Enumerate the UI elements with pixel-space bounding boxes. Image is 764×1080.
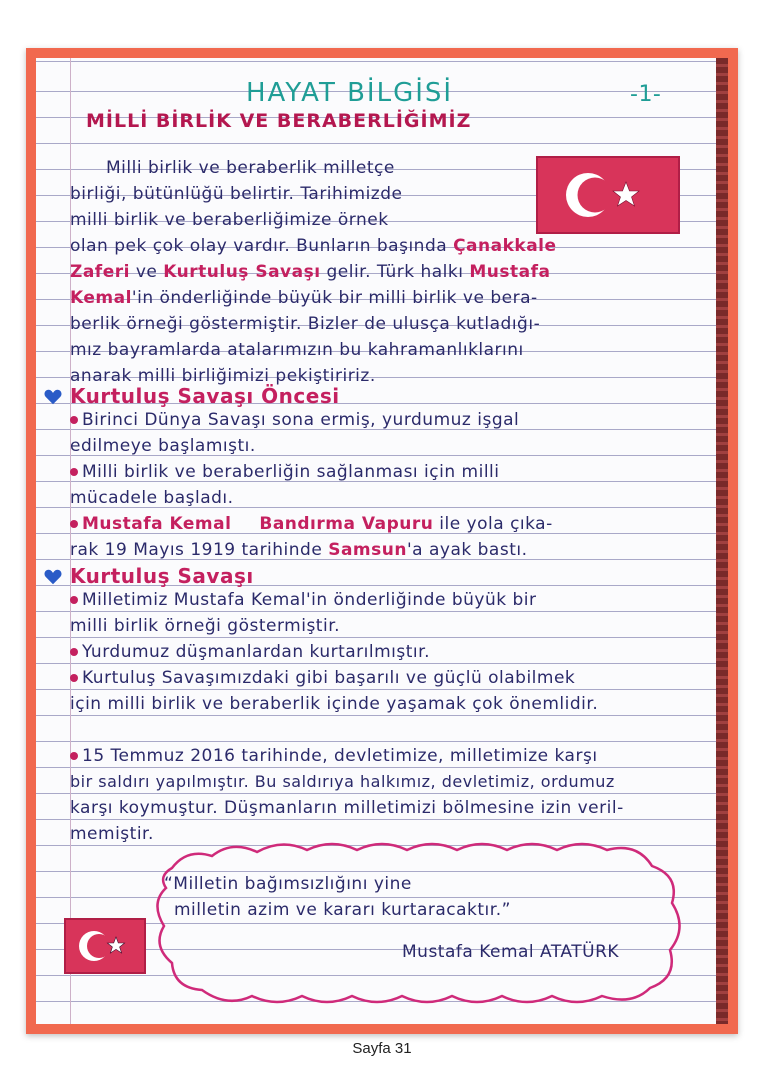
- section1-bullet3-line1: [70, 514, 553, 534]
- section1-bullet3-line2-b: 'a ayak bastı.: [406, 540, 528, 560]
- section2-bullet2: [70, 642, 430, 662]
- bullet-icon: [70, 648, 78, 656]
- section2-bullet3-text: Kurtuluş Savaşımızdaki gibi başarılı ve güçlü olabilmek: [82, 668, 576, 688]
- bullet-icon: [70, 674, 78, 682]
- highlight-canakkale: Çanakkale: [453, 236, 557, 256]
- notebook-binding: [716, 58, 728, 1024]
- section1-bullet1-text: Birinci Dünya Savaşı sona ermiş, yurdumuz işgal: [82, 410, 520, 430]
- intro-line-3: milli birlik ve beraberliğimize örnek: [70, 210, 389, 230]
- intro-line-8: mız bayramlarda atalarımızın bu kahramanlıklarını: [70, 340, 524, 360]
- blue-heart-icon: [44, 388, 62, 406]
- section2-bullet2-text: Yurdumuz düşmanlardan kurtarılmıştır.: [82, 642, 430, 662]
- highlight-mustafa: Mustafa: [469, 262, 551, 282]
- section2-bullet1-line1: [70, 590, 536, 610]
- section3-line4: memiştir.: [70, 824, 154, 844]
- highlight-samsun: Samsun: [328, 540, 407, 560]
- intro-line-5-b: gelir. Türk halkı: [326, 262, 464, 282]
- quote-line-1: “Milletin bağımsızlığını yine: [164, 874, 412, 894]
- quote-line-2: milletin azim ve kararı kurtaracaktır.”: [174, 900, 511, 920]
- highlight-kemal: Kemal: [70, 288, 132, 308]
- blue-heart-icon: [44, 568, 62, 586]
- section-heading-before-war: Kurtuluş Savaşı Öncesi: [70, 384, 340, 408]
- intro-line-4: [70, 236, 557, 256]
- intro-line-1: Milli birlik ve beraberlik milletçe: [106, 158, 395, 178]
- section2-bullet1-line2: milli birlik örneği göstermiştir.: [70, 616, 341, 636]
- intro-line-6-text: 'in önderliğinde büyük bir milli birlik ve bera-: [131, 288, 538, 308]
- intro-line-6: [70, 288, 538, 308]
- section3-line1: [70, 746, 598, 766]
- intro-line-2: birliği, bütünlüğü belirtir. Tarihimizde: [70, 184, 403, 204]
- turkish-flag-icon: [536, 156, 680, 234]
- highlight-kurtulus-savasi: Kurtuluş Savaşı: [163, 262, 321, 282]
- highlight-zaferi: Zaferi: [70, 262, 130, 282]
- section2-bullet1-text: Milletimiz Mustafa Kemal'in önderliğinde büyük bir: [82, 590, 537, 610]
- bullet-icon: [70, 468, 78, 476]
- section1-bullet3-text: ile yola çıka-: [439, 514, 553, 534]
- section1-bullet2-line1: [70, 462, 500, 482]
- section1-bullet2-text: Milli birlik ve beraberliğin sağlanması için milli: [82, 462, 500, 482]
- bullet-icon: [70, 416, 78, 424]
- section3-line3: karşı koymuştur. Düşmanların milletimizi bölmesine izin veril-: [70, 798, 624, 818]
- intro-line-5: [70, 262, 550, 282]
- intro-line-9: anarak milli birliğimizi pekiştiririz.: [70, 366, 376, 386]
- highlight-mustafa-kemal: Mustafa Kemal: [82, 514, 232, 534]
- section3-line1-text: 15 Temmuz 2016 tarihinde, devletimize, milletimize karşı: [82, 746, 598, 766]
- section2-bullet3-line1: [70, 668, 575, 688]
- intro-line-4-text: olan pek çok olay vardır. Bunların başında: [70, 236, 448, 256]
- section1-bullet2-line2: mücadele başladı.: [70, 488, 234, 508]
- bullet-icon: [70, 596, 78, 604]
- section1-bullet1-line1: [70, 410, 519, 430]
- page-subtitle: MİLLİ BİRLİK VE BERABERLİĞİMİZ: [86, 110, 472, 132]
- notebook-page: [36, 58, 728, 1024]
- page-footer: Sayfa 31: [352, 1040, 412, 1057]
- section2-bullet3-line2: için milli birlik ve beraberlik içinde yaşamak çok önemlidir.: [70, 694, 599, 714]
- section-heading-war: Kurtuluş Savaşı: [70, 564, 254, 588]
- intro-line-7: berlik örneği göstermiştir. Bizler de ulusça kutladığı-: [70, 314, 541, 334]
- section1-bullet1-line2: edilmeye başlamıştı.: [70, 436, 256, 456]
- turkish-flag-icon: [64, 918, 146, 974]
- page-title: HAYAT BİLGİSİ: [246, 78, 454, 108]
- section1-bullet3-line2-a: rak 19 Mayıs 1919 tarihinde: [70, 540, 323, 560]
- highlight-bandirma-vapuru: Bandırma Vapuru: [259, 514, 434, 534]
- section1-bullet3-line2: [70, 540, 527, 560]
- quote-cloud-border: [132, 838, 692, 1008]
- intro-line-5-a: ve: [135, 262, 158, 282]
- section3-line2: bir saldırı yapılmıştır. Bu saldırıya halkımız, devletimiz, ordumuz: [70, 772, 615, 791]
- bullet-icon: [70, 520, 78, 528]
- bullet-icon: [70, 752, 78, 760]
- quote-author: Mustafa Kemal ATATÜRK: [402, 942, 620, 962]
- page-number: -1-: [630, 82, 662, 107]
